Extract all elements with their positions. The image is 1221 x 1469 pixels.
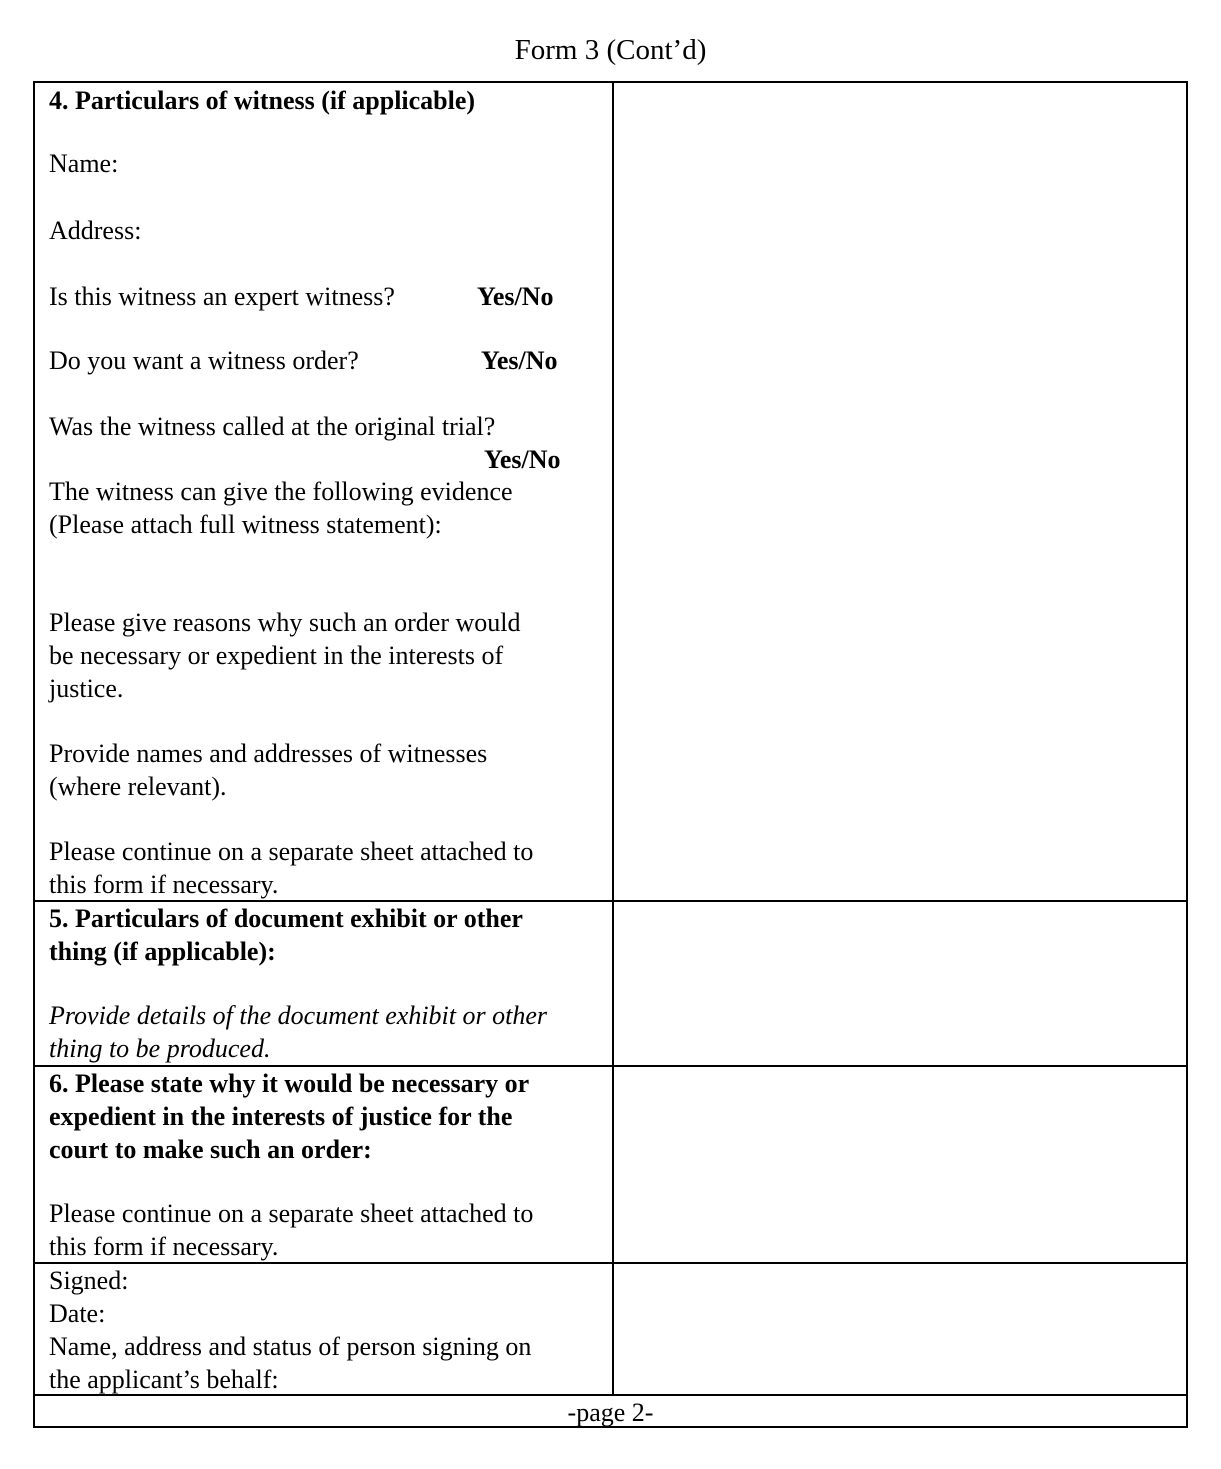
section6-heading-line3: court to make such an order: xyxy=(49,1135,372,1164)
signer-details-line2: the applicant’s behalf: xyxy=(49,1365,279,1394)
continue-note-line2: this form if necessary. xyxy=(49,870,279,899)
form-table xyxy=(33,81,1188,1428)
original-trial-question: Was the witness called at the original trial? xyxy=(49,412,496,441)
document-details-line1: Provide details of the document exhibit or other xyxy=(49,1001,547,1030)
witness-name-label: Name: xyxy=(49,149,119,178)
expert-witness-question: Is this witness an expert witness? xyxy=(49,282,395,311)
page-number: -page 2- xyxy=(567,1398,654,1427)
original-trial-answer: Yes/No xyxy=(484,445,561,474)
section6-continue-line1: Please continue on a separate sheet attached to xyxy=(49,1199,534,1228)
section5-heading-line1: 5. Particulars of document exhibit or other xyxy=(49,904,523,933)
provide-names-line2: (where relevant). xyxy=(49,772,227,801)
section6-heading-line2: expedient in the interests of justice for the xyxy=(49,1102,513,1131)
reasons-text-line3: justice. xyxy=(49,674,124,703)
reasons-text-line2: be necessary or expedient in the interests of xyxy=(49,641,504,670)
signer-details-line1: Name, address and status of person signing on xyxy=(49,1332,532,1361)
column-divider xyxy=(612,83,614,1395)
reasons-text-line1: Please give reasons why such an order would xyxy=(49,608,521,637)
witness-address-label: Address: xyxy=(49,216,142,245)
witness-order-answer: Yes/No xyxy=(481,346,558,375)
witness-order-question: Do you want a witness order? xyxy=(49,346,359,375)
form-title: Form 3 (Cont’d) xyxy=(514,34,707,66)
document-details-line2: thing to be produced. xyxy=(49,1034,271,1063)
section6-heading-line1: 6. Please state why it would be necessary or xyxy=(49,1069,530,1098)
section6-continue-line2: this form if necessary. xyxy=(49,1232,279,1261)
expert-witness-answer: Yes/No xyxy=(477,282,554,311)
evidence-text-line1: The witness can give the following evidence xyxy=(49,477,513,506)
section5-heading-line2: thing (if applicable): xyxy=(49,937,276,966)
provide-names-line1: Provide names and addresses of witnesses xyxy=(49,739,488,768)
continue-note-line1: Please continue on a separate sheet attached to xyxy=(49,837,534,866)
date-label: Date: xyxy=(49,1299,106,1328)
evidence-text-line2: (Please attach full witness statement): xyxy=(49,510,442,539)
section4-heading: 4. Particulars of witness (if applicable) xyxy=(49,86,476,115)
signed-label: Signed: xyxy=(49,1266,129,1295)
